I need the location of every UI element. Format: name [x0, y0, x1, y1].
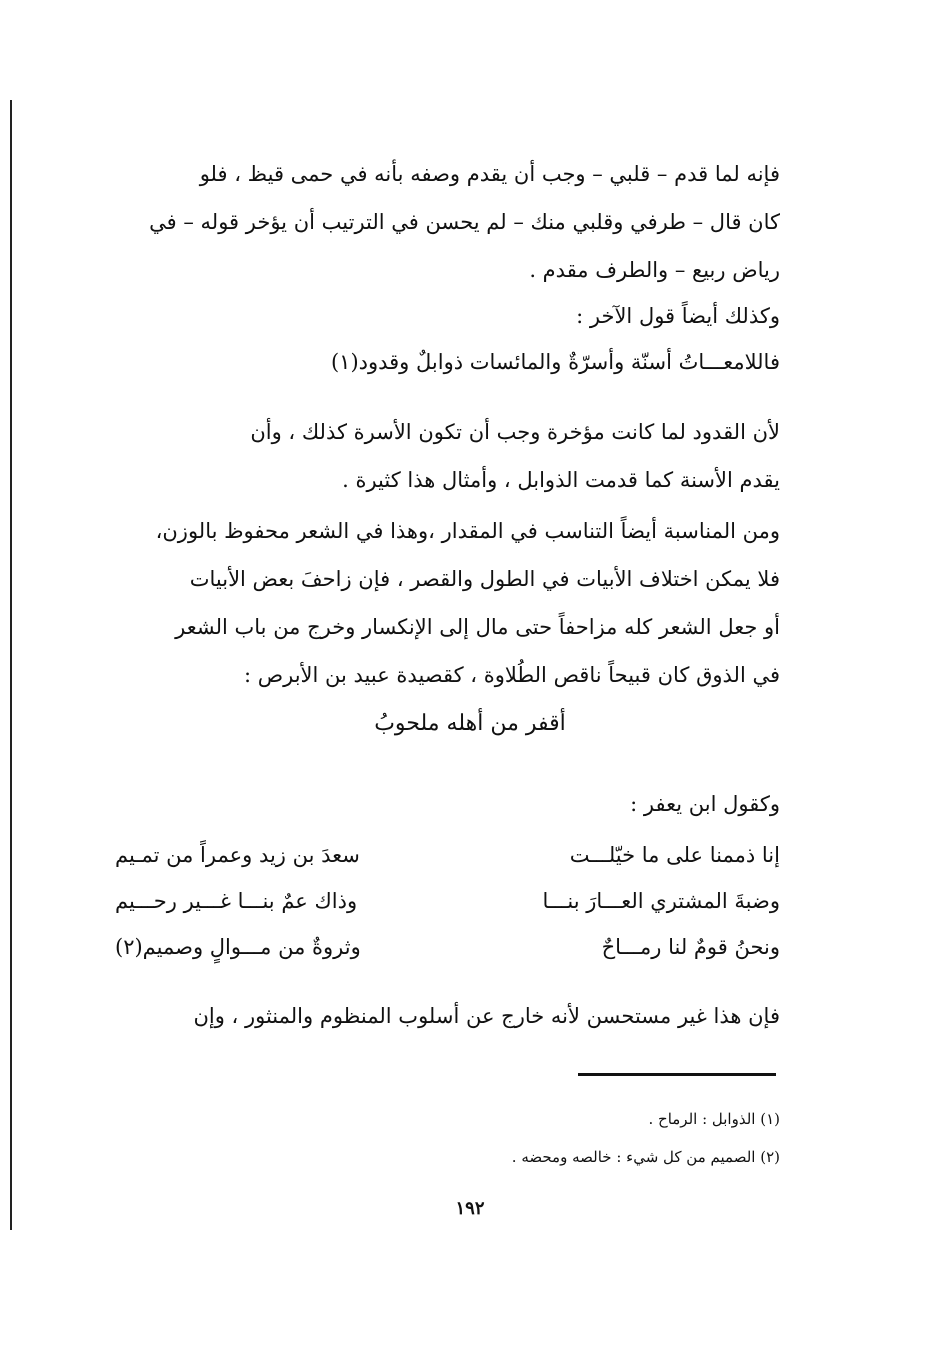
hemistich-first: إنا ذممنا على ما خيّلـــت [569, 843, 780, 867]
text-line: ومن المناسبة أيضاً التناسب في المقدار ،وهذا في الشعر محفوظ بالوزن، [155, 519, 780, 543]
poem-verse [115, 832, 780, 878]
hemistich-first: ونحنُ قومٌ لنا رمـــاحٌ [601, 935, 780, 959]
hemistich-second: وثروةٌ من مـــوالٍ وصميم(٢) [115, 935, 361, 959]
paragraph-1 [115, 150, 780, 294]
text-line: فإنه لما قدم – قلبي – وجب أن يقدم وصفه بأنه في حمى قيظ ، فلو [199, 162, 780, 186]
text-line: وكذلك أيضاً قول الآخر : [576, 304, 780, 328]
text-line: لأن القدود لما كانت مؤخرة وجب أن تكون الأسرة كذلك ، وأن [250, 420, 780, 444]
paragraph-2 [115, 292, 780, 340]
hemistich-first: وضبةَ المشتري العـــارَ بنـــا [542, 889, 780, 913]
text-line: كان قال – طرفي وقلبي منك – لم يحسن في الترتيب أن يؤخر قوله – في [149, 210, 780, 234]
verse-line-2: أقفر من أهله ملحوبُ [374, 711, 566, 736]
poem-verse [115, 924, 780, 970]
text-line: فلا يمكن اختلاف الأبيات في الطول والقصر ، فإن زاحفَ بعض الأبيات [189, 567, 780, 591]
text-line: في الذوق كان قبيحاً ناقص الطُلاوة ، كقصيدة عبيد بن الأبرص : [243, 663, 780, 687]
footnotes [512, 1100, 780, 1176]
footnote-2: (٢) الصميم من كل شيء : خالصه ومحضه . [511, 1148, 780, 1166]
text-line: رياض ربيع – والطرف مقدم . [529, 258, 780, 282]
page-number: ١٩٢ [455, 1198, 485, 1219]
footnote-divider [578, 1073, 776, 1076]
paragraph-3 [115, 408, 780, 504]
footnote-1: (١) الذوابل : الرماح . [648, 1110, 780, 1128]
verse-line-1: فاللامعـــاتُ أسنّة وأسرّةٌ والمائسات ذوابلٌ وقدود(١) [330, 350, 780, 374]
text-line: وكقول ابن يعفر : [630, 792, 780, 816]
text-line: أو جعل الشعر كله مزاحفاً حتى مال إلى الإنكسار وخرج من باب الشعر [175, 615, 780, 639]
hemistich-second: وذاك عمٌ بنـــا غـــير رحـــيم [115, 889, 358, 913]
hemistich-second: سعدَ بن زيد وعمراً من تمـيم [115, 843, 360, 867]
page-edge-line [10, 100, 12, 1230]
text-line: فإن هذا غير مستحسن لأنه خارج عن أسلوب المنظوم والمنثور ، وإن [193, 1004, 780, 1028]
paragraph-4 [115, 507, 780, 699]
poem-verse [115, 878, 780, 924]
text-line: يقدم الأسنة كما قدمت الذوابل ، وأمثال هذا كثيرة . [342, 468, 780, 492]
paragraph-6 [115, 992, 780, 1040]
paragraph-5 [115, 780, 780, 828]
poem [115, 832, 780, 970]
